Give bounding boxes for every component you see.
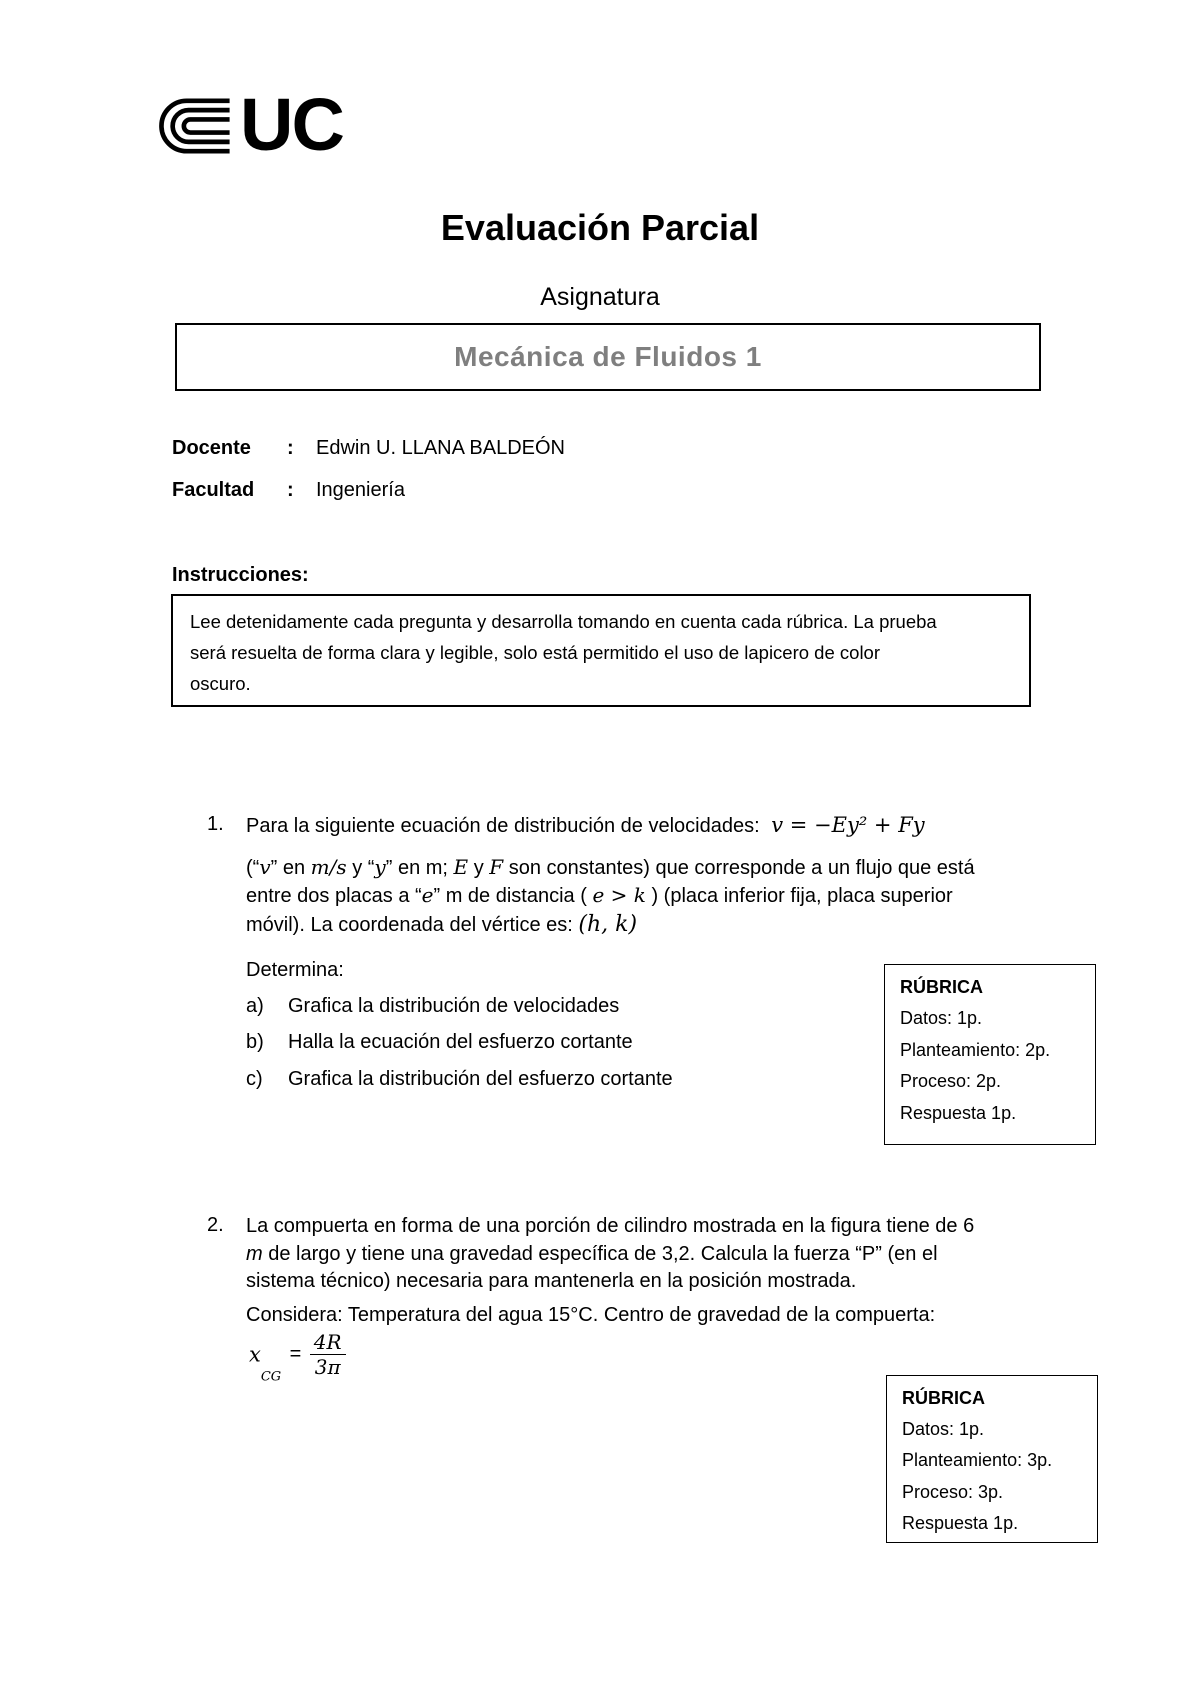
question2-line3: sistema técnico) necesaria para mantenerla en la posición mostrada. [246, 1270, 857, 1292]
rubric-line: Datos: 1p. [902, 1419, 985, 1439]
item-text: Grafica la distribución de velocidades [288, 995, 620, 1017]
question2-line2 [246, 1240, 938, 1268]
teacher-colon: : [287, 437, 294, 459]
teacher-value: Edwin U. LLANA BALDEÓN [316, 437, 565, 459]
subject-name: Mecánica de Fluidos 1 [454, 341, 762, 372]
text-span: entre dos placas a “ [246, 885, 422, 907]
text-span: ” en m; [385, 857, 448, 879]
text-span: de largo y tiene una gravedad específica de 3,2. Calcula la fuerza “P” (en el [268, 1243, 938, 1265]
math-symbol: e [421, 883, 434, 907]
rubric-title: RÚBRICA [902, 1388, 985, 1408]
text-span: ” m de distancia ( [433, 885, 587, 907]
rubric-line: Planteamiento: 2p. [900, 1040, 1051, 1060]
text-span: m [246, 1243, 263, 1265]
rubric-line: Respuesta 1p. [900, 1103, 1017, 1123]
instructions-line: será resuelta de forma clara y legible, solo está permitido el uso de lapicero de color [190, 642, 881, 663]
question-number: 2. [207, 1214, 224, 1236]
rubric-title: RÚBRICA [900, 977, 983, 997]
item-letter: c) [246, 1068, 263, 1090]
university-logo [158, 98, 234, 154]
rubric-line: Respuesta 1p. [902, 1513, 1019, 1533]
question1-line2 [246, 853, 975, 882]
question1-line1 [246, 811, 925, 840]
formula-fraction [310, 1330, 346, 1379]
rubric-line: Proceso: 2p. [900, 1071, 1002, 1091]
faculty-colon: : [287, 479, 294, 501]
formula-equals: = [289, 1343, 302, 1365]
faculty-label: Facultad [172, 479, 255, 501]
question1-intro: Para la siguiente ecuación de distribución de velocidades: [246, 815, 760, 837]
formula-variable: x [249, 1342, 261, 1367]
subject-box [175, 323, 1041, 391]
item-text: Grafica la distribución del esfuerzo cortante [288, 1068, 673, 1090]
instructions-line: oscuro. [190, 673, 251, 694]
question1-line3 [246, 881, 953, 910]
determine-label: Determina: [246, 959, 344, 981]
velocity-equation: v = −Ey² + Fy [771, 813, 925, 837]
formula-denominator: 3π [314, 1355, 341, 1379]
item-letter: a) [246, 995, 264, 1017]
text-span: ” en [270, 857, 306, 879]
rubric-box [886, 1375, 1098, 1543]
math-symbol: y [374, 855, 386, 879]
math-symbol: E [453, 855, 469, 879]
text-span: y [473, 857, 484, 879]
item-letter: b) [246, 1031, 264, 1053]
math-inequality: e > k [592, 883, 646, 907]
math-symbol: F [489, 855, 504, 879]
question2-line4: Considera: Temperatura del agua 15°C. Centro de gravedad de la compuerta: [246, 1304, 936, 1326]
instructions-label: Instrucciones: [172, 564, 309, 586]
rubric-line: Datos: 1p. [900, 1008, 983, 1028]
subject-label: Asignatura [540, 283, 660, 311]
page-title: Evaluación Parcial [440, 207, 760, 248]
formula-subscript: CG [260, 1369, 282, 1385]
text-span: móvil). La coordenada del vértice es: [246, 914, 573, 936]
text-span: y “ [352, 857, 375, 879]
instructions-line: Lee detenidamente cada pregunta y desarrolla tomando en cuenta cada rúbrica. La prueba [190, 611, 937, 632]
math-vertex: (h, k) [578, 912, 638, 937]
rubric-line: Proceso: 3p. [902, 1482, 1004, 1502]
faculty-value: Ingeniería [316, 479, 405, 501]
text-span: ) (placa inferior fija, placa superior [651, 885, 953, 907]
math-symbol: v [259, 855, 271, 879]
logo-text: UC [240, 83, 343, 166]
text-span: son constantes) que corresponde a un flujo que está [508, 857, 975, 879]
centroid-formula [249, 1330, 346, 1390]
text-span: (“ [246, 857, 260, 879]
question-number: 1. [207, 813, 224, 835]
math-unit: m/s [310, 855, 347, 879]
teacher-label: Docente [172, 437, 251, 459]
rubric-line: Planteamiento: 3p. [902, 1450, 1053, 1470]
question1-line4 [246, 911, 637, 939]
item-text: Halla la ecuación del esfuerzo cortante [288, 1031, 633, 1053]
rubric-box [884, 964, 1096, 1145]
instructions-text [190, 606, 1020, 699]
question2-line1: La compuerta en forma de una porción de cilindro mostrada en la figura tiene de 6 [246, 1215, 975, 1237]
formula-numerator: 4R [310, 1330, 346, 1355]
instructions-box [171, 594, 1031, 707]
